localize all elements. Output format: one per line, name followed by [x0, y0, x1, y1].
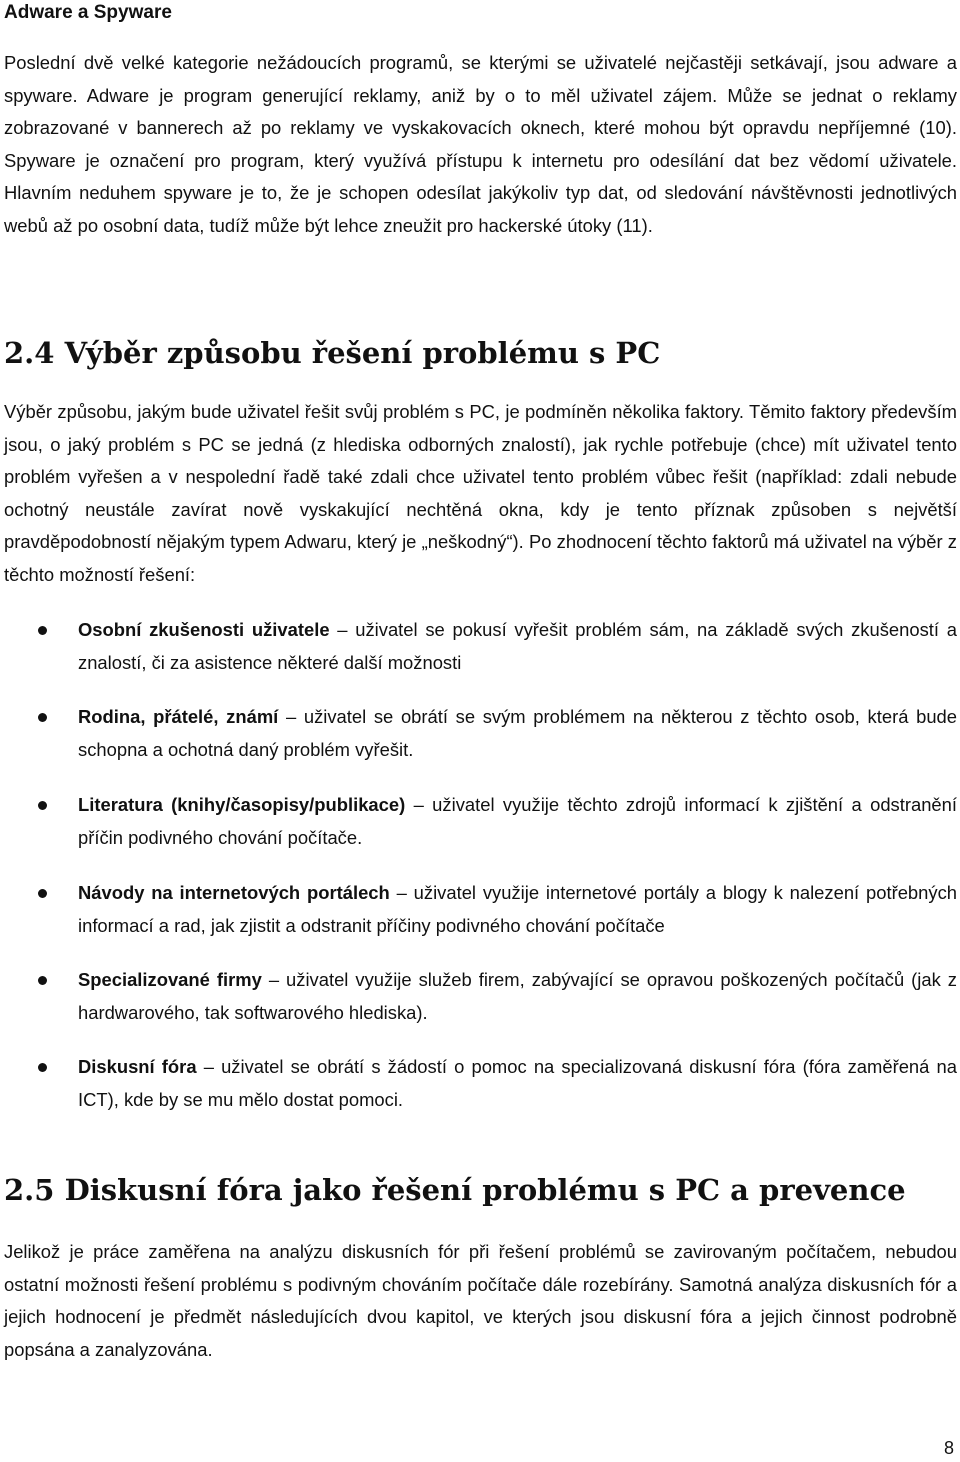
list-item-text [78, 614, 957, 679]
section-heading-2-4 [4, 333, 660, 373]
list-item-term: Literatura (knihy/časopisy/publikace) [78, 794, 406, 815]
list-item-text [78, 877, 957, 942]
section-title: Výběr způsobu řešení problému s PC [64, 336, 661, 370]
list-item-term: Specializované firmy [78, 969, 262, 990]
section-2-5-paragraph: Jelikož je práce zaměřena na analýzu diskusních fór při řešení problémů se zavirovaným počítačem, nebudou ostatní možnosti řešení problému s podivným chováním počítače dále rozebírány. Samotná analýza diskusních fór a jejich hodnocení je předmět následujících dvou kapitol, ve kterých jsou diskusní fóra a jejich činnost podrobně popsána a zanalyzována. [4, 1241, 957, 1360]
section-2-4-paragraph: Výběr způsobu, jakým bude uživatel řešit svůj problém s PC, je podmíněn několika faktory. Těmito faktory především jsou, o jaký problém s PC se jedná (z hlediska odborných znalostí), jak rychle potřebuje (chce) mít uživatel tento problém vyřešen a v nespolední řadě také zdali chce uživatel tento problém vůbec řešit (například: zdali nebude ochotný neustále zavírat nově vyskakující nechtěná okna, kdy je tento příznak způsoben s největší pravděpodobností nějakým typem Adwaru, který je „neškodný“). Po zhodnocení těchto faktorů má uživatel na výběr z těchto možností řešení: [4, 401, 957, 585]
bullet-icon [38, 1063, 47, 1072]
adware-paragraph: Poslední dvě velké kategorie nežádoucích programů, se kterými se uživatelé nejčastěji setkávají, jsou adware a spyware. Adware je program generující reklamy, aniž by o to měl uživatel zájem. Může se jednat o reklamy zobrazované v bannerech až po reklamy ve vyskakovacích oknech, které mohou být opravdu nepříjemné (10). Spyware je označení pro program, který využívá přístupu k internetu pro odesílání dat bez vědomí uživatele. Hlavním neduhem spyware je to, že je schopen odesílat jakýkoliv typ dat, od sledování návštěvnosti jednotlivých webů až po osobní data, tudíž může být lehce zneužit pro hackerské útoky (11). [4, 52, 957, 236]
list-item-description: – uživatel se obrátí s žádostí o pomoc na specializovaná diskusní fóra (fóra zaměřená na ICT), kde by se mu mělo dostat pomoci. [78, 1056, 957, 1110]
list-item-text [78, 1051, 957, 1116]
list-item-description: – uživatel se pokusí vyřešit problém sám, na základě svých zkušeností a znalostí, či za asistence některé další možnosti [78, 619, 957, 673]
list-item-text [78, 964, 957, 1029]
list-item-term: Rodina, přátelé, známí [78, 706, 279, 727]
list-item-term: Návody na internetových portálech [78, 882, 390, 903]
list-item-term: Diskusní fóra [78, 1056, 197, 1077]
section-number: 2.4 [4, 336, 55, 370]
bullet-icon [38, 626, 47, 635]
list-item-description: – uživatel využije těchto zdrojů informací k zjištění a odstranění příčin podivného chování počítače. [78, 794, 957, 848]
list-item-text [78, 701, 957, 766]
list-item-description: – uživatel využije služeb firem, zabývající se opravou poškozených počítačů (jak z hardwarového, tak softwarového hlediska). [78, 969, 957, 1023]
section-heading-2-5 [4, 1170, 906, 1210]
bullet-icon [38, 801, 47, 810]
bullet-icon [38, 889, 47, 898]
list-item-description: – uživatel využije internetové portály a blogy k nalezení potřebných informací a rad, jak zjistit a odstranit příčiny podivného chování počítače [78, 882, 957, 936]
bullet-icon [38, 713, 47, 722]
section-title: Diskusní fóra jako řešení problému s PC a prevence [64, 1173, 906, 1207]
list-item-description: – uživatel se obrátí se svým problémem na některou z těchto osob, která bude schopna a ochotná daný problém vyřešit. [78, 706, 957, 760]
list-item-term: Osobní zkušenosti uživatele [78, 619, 330, 640]
bullet-icon [38, 976, 47, 985]
section-heading-adware: Adware a Spyware [4, 2, 172, 23]
section-number: 2.5 [4, 1173, 55, 1207]
page-number: 8 [943, 1438, 954, 1458]
list-item-text [78, 789, 957, 854]
